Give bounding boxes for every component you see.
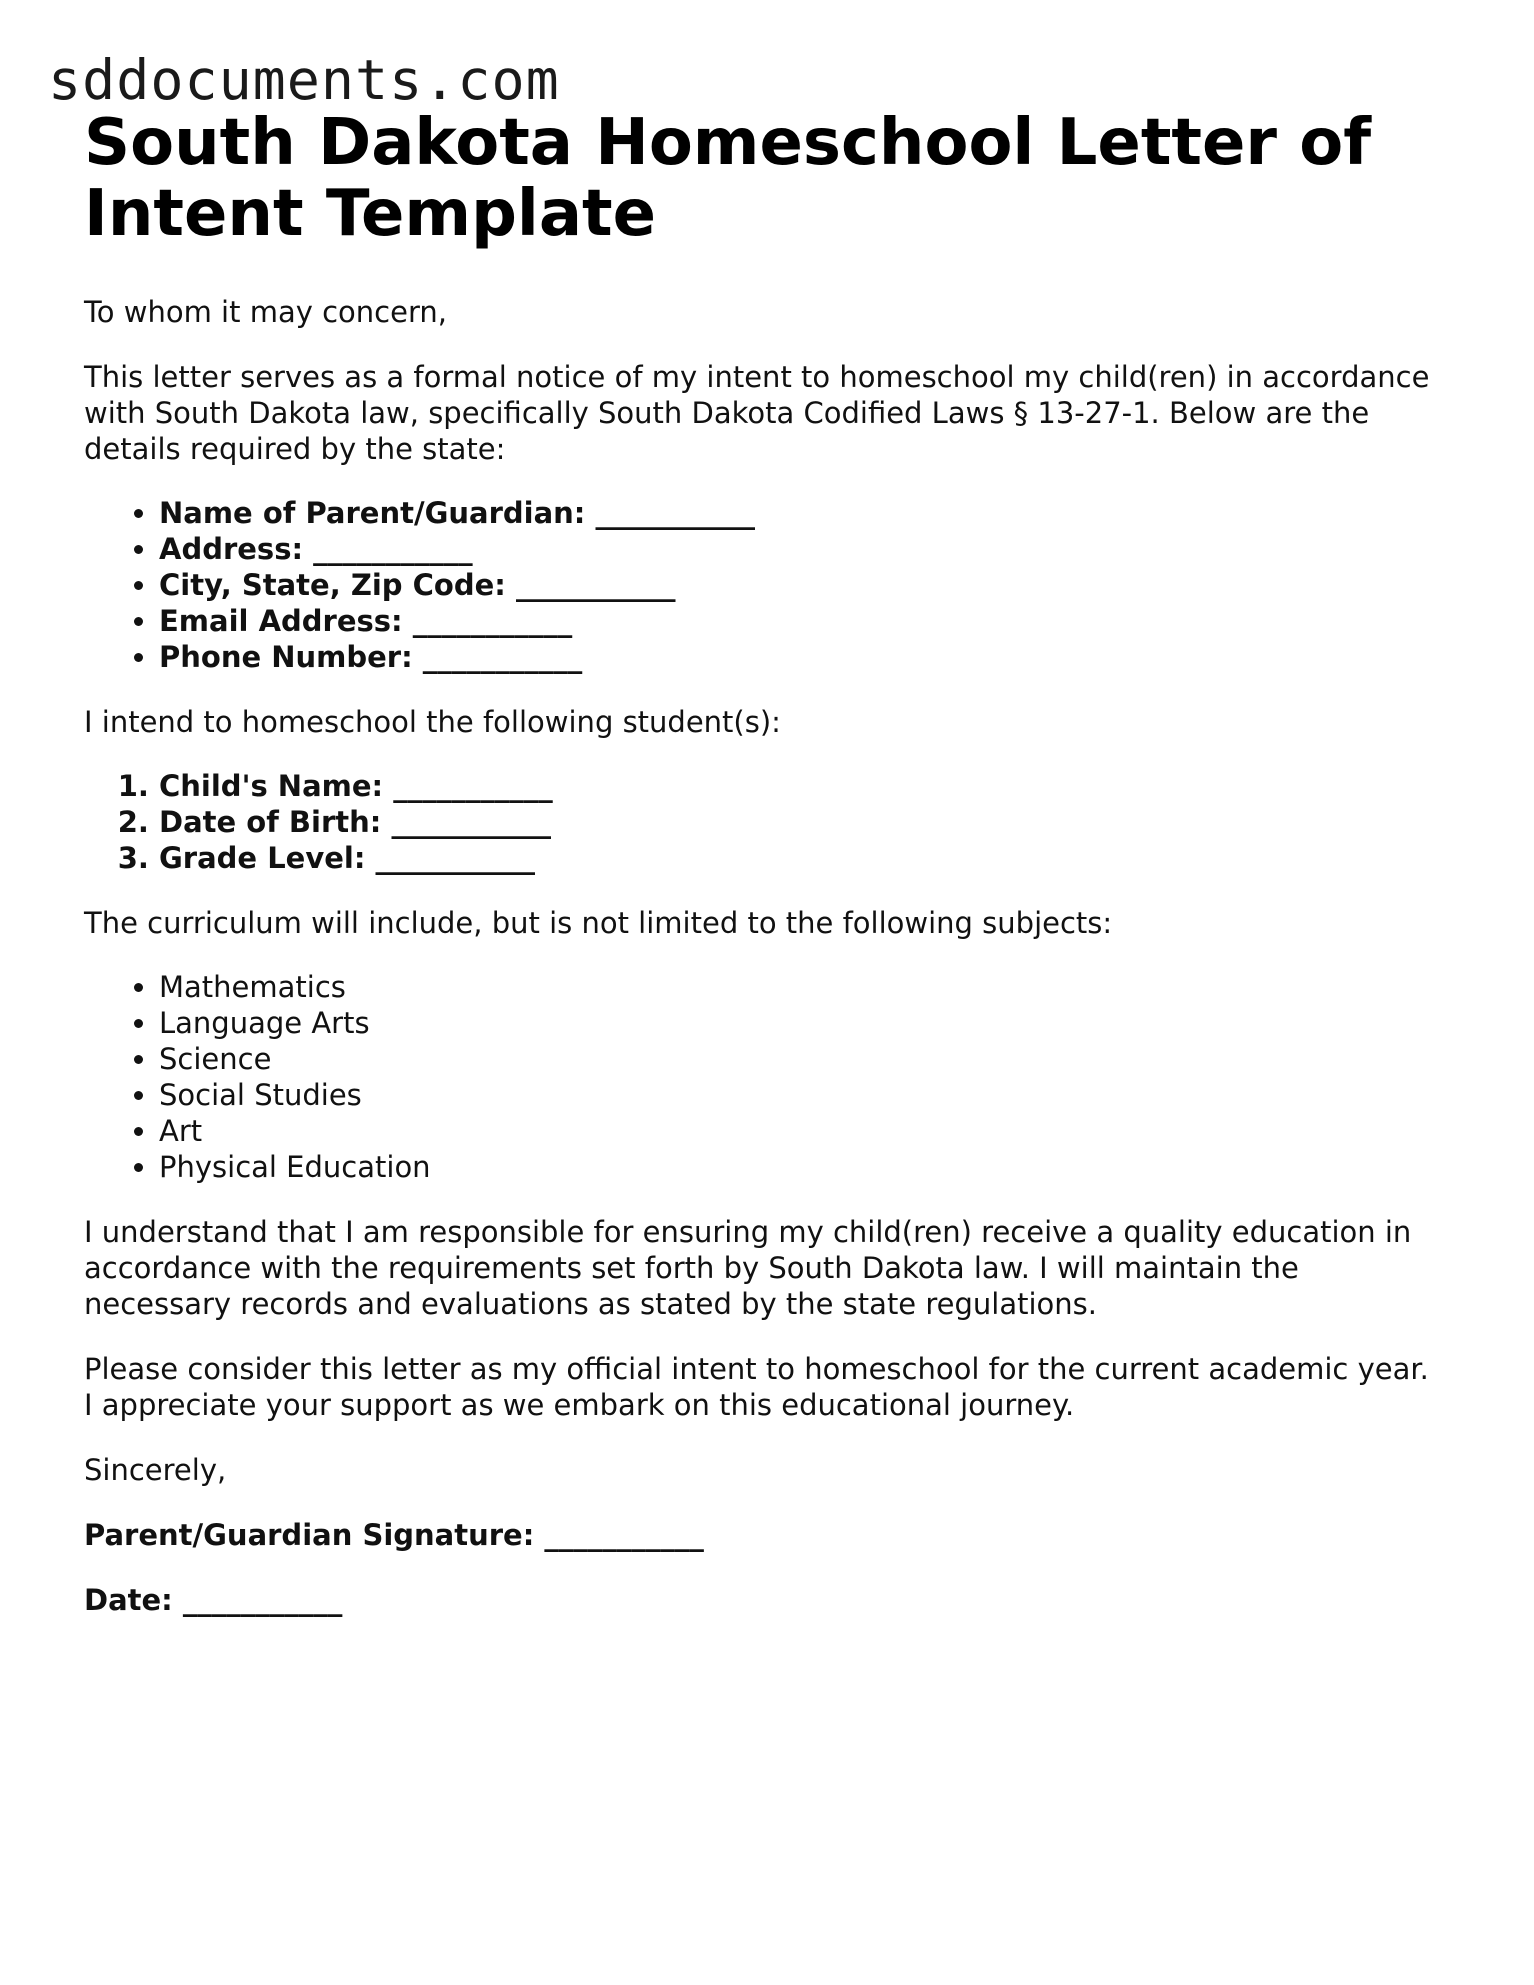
city-state-zip-field: • City, State, Zip Code: ___________ (159, 567, 1444, 603)
subject-item: • Social Studies (159, 1077, 1444, 1113)
date-line: Date: ___________ (84, 1583, 343, 1617)
responsibility-paragraph: I understand that I am responsible for ensuring my child(ren) receive a quality education in accordance with the requirements set forth by South Dakota law. I will maintain the necessary records and evaluations as stated by the state regulations. (84, 1215, 1412, 1321)
subject-item: • Language Arts (159, 1005, 1444, 1041)
phone-field: • Phone Number: ___________ (159, 639, 1444, 675)
subject-item: • Mathematics (159, 969, 1444, 1005)
child-name-field: 1. Child's Name: ___________ (159, 768, 1444, 804)
subjects-list (84, 969, 1444, 1185)
students-intro: I intend to homeschool the following student(s): (84, 705, 781, 739)
signature-line: Parent/Guardian Signature: ___________ (84, 1518, 704, 1552)
parent-details-list (84, 495, 1444, 675)
grade-level-field: 3. Grade Level: ___________ (159, 840, 1444, 876)
closing-request-paragraph: Please consider this letter as my official intent to homeschool for the current academic year. I appreciate your support as we embark on this educational journey. (84, 1352, 1429, 1422)
document-title: South Dakota Homeschool Letter of Intent Template (84, 106, 1372, 251)
intro-paragraph: This letter serves as a formal notice of my intent to homeschool my child(ren) in accordance with South Dakota law, specifically South Dakota Codified Laws § 13-27-1. Below are the details required by the state: (84, 360, 1430, 466)
site-watermark: sddocuments.com (48, 48, 560, 112)
letter-document (84, 108, 1444, 1618)
curriculum-intro: The curriculum will include, but is not limited to the following subjects: (84, 906, 1113, 940)
parent-name-field: • Name of Parent/Guardian: ___________ (159, 495, 1444, 531)
address-field: • Address: ___________ (159, 531, 1444, 567)
subject-item: • Science (159, 1041, 1444, 1077)
greeting: To whom it may concern, (84, 295, 447, 329)
sign-off: Sincerely, (84, 1453, 227, 1487)
subject-item: • Art (159, 1113, 1444, 1149)
subject-item: • Physical Education (159, 1149, 1444, 1185)
date-of-birth-field: 2. Date of Birth: ___________ (159, 804, 1444, 840)
student-details-list (84, 768, 1444, 876)
email-field: • Email Address: ___________ (159, 603, 1444, 639)
